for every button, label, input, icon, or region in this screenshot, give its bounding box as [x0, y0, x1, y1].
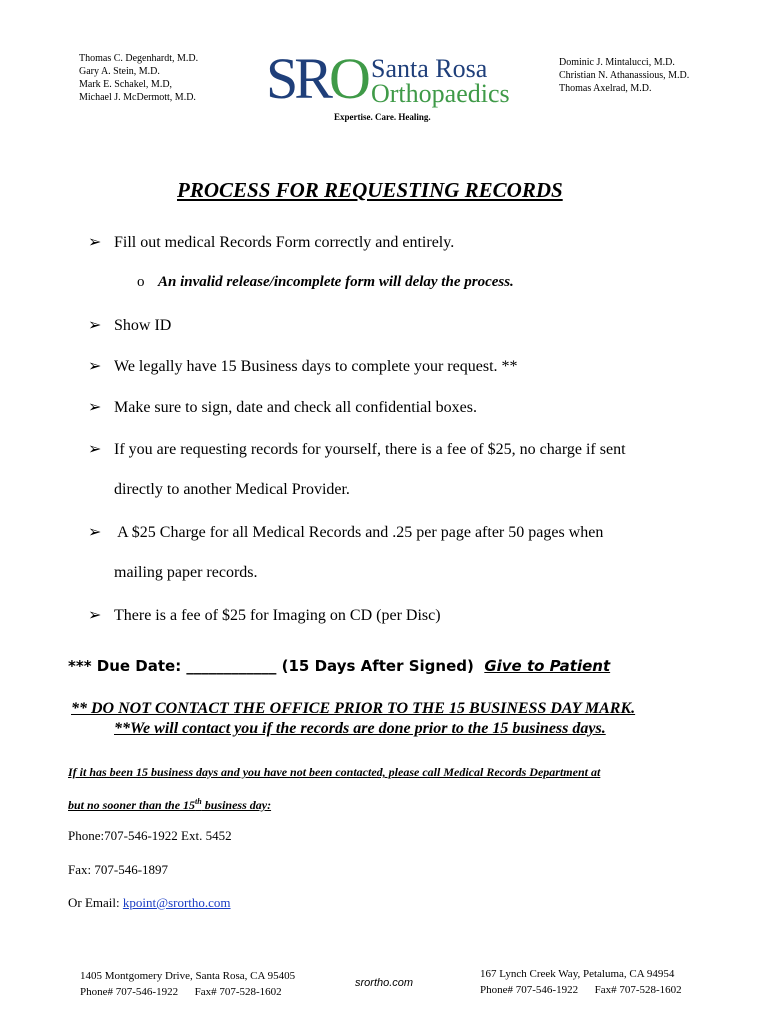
arrow-bullet-icon: ➢ [88, 607, 102, 624]
footer-website: srortho.com [355, 977, 414, 989]
footer-address: 167 Lynch Creek Way, Petaluma, CA 94954 [480, 968, 675, 980]
list-item-text: If you are requesting records for yourself, there is a fee of $25, no charge if sent [114, 441, 626, 458]
email-link[interactable]: kpoint@srortho.com [122, 895, 231, 910]
note-line: If it has been 15 business days and you have not been contacted, please call Medical Records Department at [68, 765, 601, 779]
logo-name-line2: Orthopaedics [371, 79, 510, 108]
circle-bullet-icon: o [137, 274, 145, 290]
sub-list-item [137, 274, 514, 291]
contact-email-label: Or Email: [68, 895, 123, 910]
footer-left-address [80, 968, 295, 1000]
list-item-text: There is a fee of $25 for Imaging on CD (per Disc) [114, 607, 441, 624]
footer-address: 1405 Montgomery Drive, Santa Rosa, CA 95405 [80, 970, 296, 982]
note-superscript: th [195, 797, 202, 806]
note-text: but no sooner than the 15 [68, 798, 196, 812]
list-item-text: We legally have 15 Business days to complete your request. ** [114, 358, 518, 375]
list-item-text: Make sure to sign, date and check all confidential boxes. [114, 399, 477, 416]
list-item [88, 605, 441, 625]
arrow-bullet-icon: ➢ [88, 441, 102, 458]
list-item-text: Fill out medical Records Form correctly and entirely. [114, 234, 455, 251]
footer-phone-fax: Phone# 707-546-1922 Fax# 707-528-1602 [80, 986, 282, 998]
logo-name [371, 56, 510, 106]
doctors-left-list [79, 52, 198, 104]
list-item [88, 232, 454, 252]
warning-line: ** DO NOT CONTACT THE OFFICE PRIOR TO THE 15 BUSINESS DAY MARK. [71, 700, 636, 717]
page-title: PROCESS FOR REQUESTING RECORDS [177, 178, 563, 202]
logo-letters-sr: SR [266, 46, 329, 111]
contact-phone: Phone:707-546-1922 Ext. 5452 [68, 828, 232, 843]
list-item-text: Show ID [114, 317, 172, 334]
doctor-name: Thomas C. Degenhardt, M.D. [79, 53, 199, 64]
doctor-name: Gary A. Stein, M.D. [79, 66, 160, 77]
due-date-text: *** Due Date: ____________ (15 Days After Signed) [68, 657, 474, 675]
list-item [88, 356, 518, 376]
contact-email-line [68, 895, 231, 911]
note-text: business day: [201, 798, 272, 812]
warning-line: **We will contact you if the records are done prior to the 15 business days. [114, 720, 606, 737]
doctor-name: Michael J. McDermott, M.D. [79, 92, 196, 103]
note-line [68, 797, 271, 813]
logo-letters-o: O [328, 46, 367, 111]
sub-list-item-text: An invalid release/incomplete form will delay the process. [158, 274, 514, 290]
list-item [88, 397, 477, 417]
doctor-name: Mark E. Schakel, M.D, [79, 79, 173, 90]
arrow-bullet-icon: ➢ [88, 524, 102, 541]
logo [266, 46, 367, 111]
doctor-name: Christian N. Athanassious, M.D. [559, 70, 690, 81]
doctor-name: Thomas Axelrad, M.D. [559, 83, 652, 94]
footer-right-address [480, 966, 682, 998]
arrow-bullet-icon: ➢ [88, 317, 102, 334]
list-item [88, 522, 603, 542]
doctor-name: Dominic J. Mintalucci, M.D. [559, 57, 675, 68]
list-item-continuation: directly to another Medical Provider. [114, 481, 350, 498]
logo-letters [266, 46, 367, 111]
list-item [88, 439, 626, 459]
arrow-bullet-icon: ➢ [88, 234, 102, 251]
due-date-line [68, 657, 610, 675]
list-item [88, 315, 171, 335]
due-date-emphasis: Give to Patient [484, 657, 611, 675]
arrow-bullet-icon: ➢ [88, 358, 102, 375]
list-item-text: A $25 Charge for all Medical Records and .25 per page after 50 pages when [114, 524, 604, 541]
list-item-continuation: mailing paper records. [114, 564, 258, 581]
doctors-right-list [559, 56, 689, 95]
contact-fax: Fax: 707-546-1897 [68, 862, 169, 877]
footer-phone-fax: Phone# 707-546-1922 Fax# 707-528-1602 [480, 984, 682, 996]
arrow-bullet-icon: ➢ [88, 399, 102, 416]
tagline: Expertise. Care. Healing. [334, 112, 431, 122]
logo-name-line1: Santa Rosa [371, 54, 488, 83]
